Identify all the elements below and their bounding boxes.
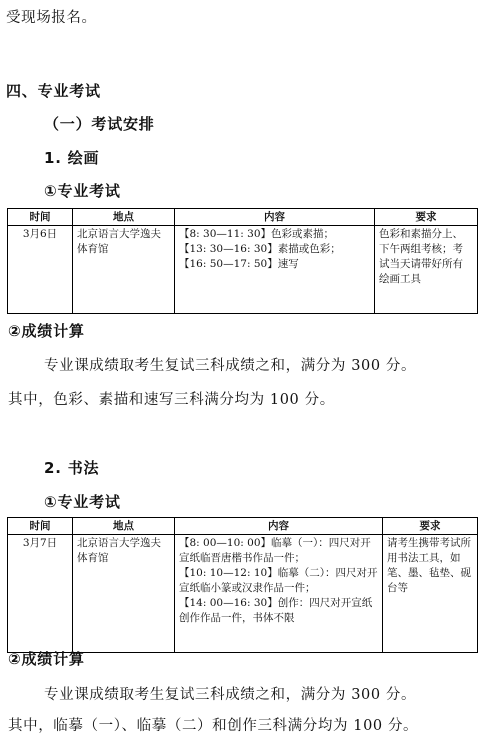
cell-time: 3月6日 — [8, 226, 73, 314]
content-item: 【8: 30—11: 30】色彩或素描； — [179, 228, 335, 240]
table-row — [8, 535, 478, 653]
painting-score-heading: ②成绩计算 — [8, 322, 85, 340]
content-item: 【16: 50—17: 50】速写 — [179, 258, 299, 270]
content-item: 【14: 00—16: 30】创作：四尺对开宣纸创作作品一件，书体不限 — [179, 597, 373, 624]
section-title: 四、专业考试 — [6, 82, 101, 100]
content-item: 【8: 00—10: 00】临摹（一）：四尺对开宣纸临晋唐楷书作品一件； — [179, 537, 371, 564]
calligraphy-score-text-2: 其中，临摹（一）、临摹（二）和创作三科满分均为 100 分。 — [8, 718, 419, 734]
header-content: 内容 — [175, 209, 375, 226]
content-item: 【13: 30—16: 30】素描或色彩； — [179, 243, 341, 255]
header-content: 内容 — [175, 518, 383, 535]
header-time: 时间 — [8, 209, 73, 226]
header-requirement: 要求 — [383, 518, 478, 535]
painting-score-text-1: 专业课成绩取考生复试三科成绩之和，满分为 300 分。 — [44, 358, 417, 374]
painting-score-text-2: 其中，色彩、素描和速写三科满分均为 100 分。 — [8, 392, 335, 408]
cell-place: 北京语言大学逸夫体育馆 — [73, 535, 175, 653]
table-row — [8, 226, 478, 314]
subsection-title: （一）考试安排 — [44, 115, 155, 133]
painting-exam-heading: ①专业考试 — [44, 182, 121, 200]
header-requirement: 要求 — [375, 209, 478, 226]
cell-content — [175, 226, 375, 314]
table-header-row — [8, 209, 478, 226]
header-place: 地点 — [73, 209, 175, 226]
calligraphy-exam-table — [7, 517, 478, 653]
painting-heading: 1. 绘画 — [44, 149, 100, 167]
continued-text-line: 受现场报名。 — [6, 10, 97, 26]
calligraphy-heading: 2. 书法 — [44, 459, 100, 477]
calligraphy-exam-heading: ①专业考试 — [44, 493, 121, 511]
cell-place: 北京语言大学逸夫体育馆 — [73, 226, 175, 314]
header-place: 地点 — [73, 518, 175, 535]
cell-requirement: 请考生携带考试所用书法工具，如笔、墨、毡垫、砚台等 — [383, 535, 478, 653]
calligraphy-score-heading: ②成绩计算 — [8, 650, 85, 668]
calligraphy-score-text-1: 专业课成绩取考生复试三科成绩之和，满分为 300 分。 — [44, 687, 417, 703]
header-time: 时间 — [8, 518, 73, 535]
cell-content — [175, 535, 383, 653]
content-item: 【10: 10—12: 10】临摹（二）：四尺对开宣纸临小篆或汉隶作品一件； — [179, 567, 378, 594]
cell-time: 3月7日 — [8, 535, 73, 653]
cell-requirement: 色彩和素描分上、下午两组考核；考试当天请带好所有绘画工具 — [375, 226, 478, 314]
painting-exam-table — [7, 208, 478, 314]
table-header-row — [8, 518, 478, 535]
